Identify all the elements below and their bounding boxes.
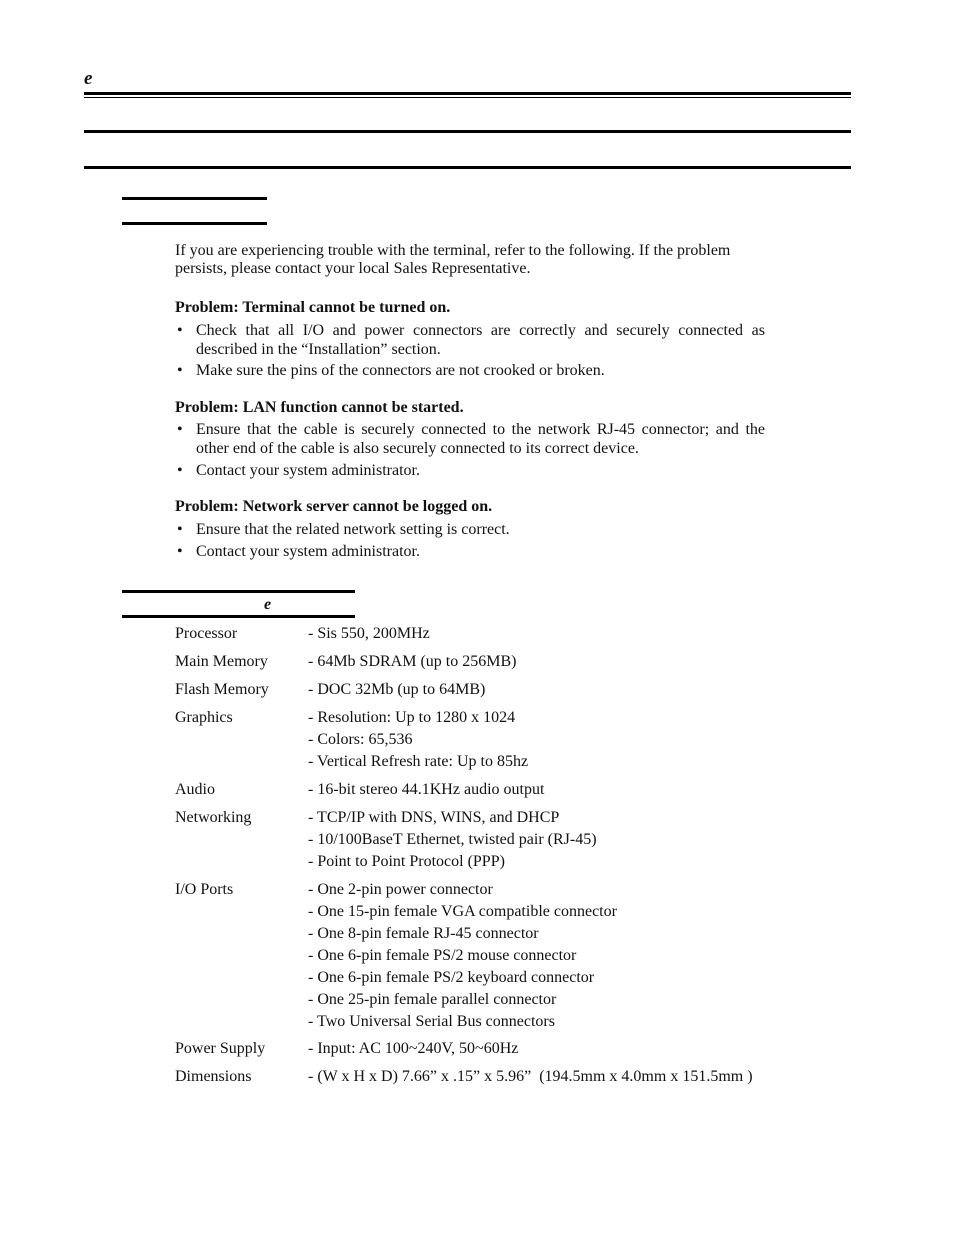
spec-value: - One 25-pin female parallel connector <box>308 991 557 1008</box>
spec-label: Dimensions <box>175 1068 252 1085</box>
spec-label: Power Supply <box>175 1040 266 1057</box>
header-rule-thick <box>84 92 851 95</box>
header-letter: e <box>84 68 93 89</box>
spec-values <box>308 651 516 673</box>
spec-values <box>308 879 617 1033</box>
list-item <box>175 542 765 561</box>
chapter-rule-bottom <box>84 166 851 169</box>
spec-value: - One 15-pin female VGA compatible connector <box>308 903 617 920</box>
specs-heading-rule-bottom <box>122 615 355 618</box>
spec-value: - Point to Point Protocol (PPP) <box>308 853 505 870</box>
spec-label: Flash Memory <box>175 681 269 698</box>
spec-values <box>308 807 597 873</box>
bullet-icon: • <box>177 462 183 479</box>
troubleshooting-heading-rule-top <box>122 197 267 200</box>
spec-value: - Sis 550, 200MHz <box>308 625 430 642</box>
spec-values <box>308 1066 753 1088</box>
spec-label: I/O Ports <box>175 881 234 898</box>
list-item-text: Ensure that the cable is securely connected to the network RJ-45 connector; and the other end of the cable is also securely connected to its correct device. <box>196 421 765 457</box>
list-item <box>175 361 765 380</box>
spec-label: Main Memory <box>175 653 268 670</box>
list-item <box>175 420 765 458</box>
spec-values <box>308 1038 518 1060</box>
list-item <box>175 520 765 539</box>
spec-value: - One 2-pin power connector <box>308 881 493 898</box>
list-item <box>175 321 765 359</box>
chapter-rule-top <box>84 130 851 133</box>
header-rule-thin <box>84 97 851 98</box>
spec-value: - 10/100BaseT Ethernet, twisted pair (RJ-45) <box>308 831 597 848</box>
specs-heading-rule-top <box>122 590 355 593</box>
list-item-text: Contact your system administrator. <box>196 543 420 560</box>
spec-value: - One 6-pin female PS/2 mouse connector <box>308 947 577 964</box>
spec-value: - Resolution: Up to 1280 x 1024 <box>308 709 516 726</box>
troubleshooting-heading-rule-bottom <box>122 222 267 225</box>
spec-value: - Colors: 65,536 <box>308 731 413 748</box>
spec-value: - One 6-pin female PS/2 keyboard connector <box>308 969 595 986</box>
bullet-icon: • <box>177 362 183 379</box>
spec-value: - One 8-pin female RJ-45 connector <box>308 925 539 942</box>
troubleshooting-intro: If you are experiencing trouble with the terminal, refer to the following. If the problem persists, please contact your local Sales Representative. <box>175 242 731 277</box>
problem-title: Problem: Network server cannot be logged on. <box>175 498 493 515</box>
spec-label: Networking <box>175 809 252 826</box>
bullet-icon: • <box>177 322 183 339</box>
spec-value: - 64Mb SDRAM (up to 256MB) <box>308 653 517 670</box>
spec-label: Audio <box>175 781 215 798</box>
list-item <box>175 461 765 480</box>
bullet-icon: • <box>177 421 183 438</box>
spec-values <box>308 707 528 773</box>
problem-title: Problem: LAN function cannot be started. <box>175 399 464 416</box>
list-item-text: Check that all I/O and power connectors are correctly and securely connected as described in the “Installation” section. <box>196 322 765 358</box>
problem-title: Problem: Terminal cannot be turned on. <box>175 299 451 316</box>
bullet-icon: • <box>177 521 183 538</box>
specs-heading-letter: e <box>264 596 272 613</box>
spec-label: Processor <box>175 625 238 642</box>
spec-value: - Vertical Refresh rate: Up to 85hz <box>308 753 529 770</box>
spec-value: - TCP/IP with DNS, WINS, and DHCP <box>308 809 560 826</box>
spec-value: - 16-bit stereo 44.1KHz audio output <box>308 781 545 798</box>
spec-values <box>308 779 544 801</box>
list-item-text: Make sure the pins of the connectors are not crooked or broken. <box>196 362 605 379</box>
spec-label: Graphics <box>175 709 233 726</box>
spec-value: - Two Universal Serial Bus connectors <box>308 1013 555 1030</box>
spec-values <box>308 623 430 645</box>
bullet-icon: • <box>177 543 183 560</box>
spec-value: - Input: AC 100~240V, 50~60Hz <box>308 1040 519 1057</box>
spec-values <box>308 679 485 701</box>
spec-value: - DOC 32Mb (up to 64MB) <box>308 681 486 698</box>
list-item-text: Ensure that the related network setting is correct. <box>196 521 510 538</box>
list-item-text: Contact your system administrator. <box>196 462 420 479</box>
spec-value: - (W x H x D) 7.66” x .15” x 5.96” (194.5mm x 4.0mm x 151.5mm ) <box>308 1068 753 1085</box>
